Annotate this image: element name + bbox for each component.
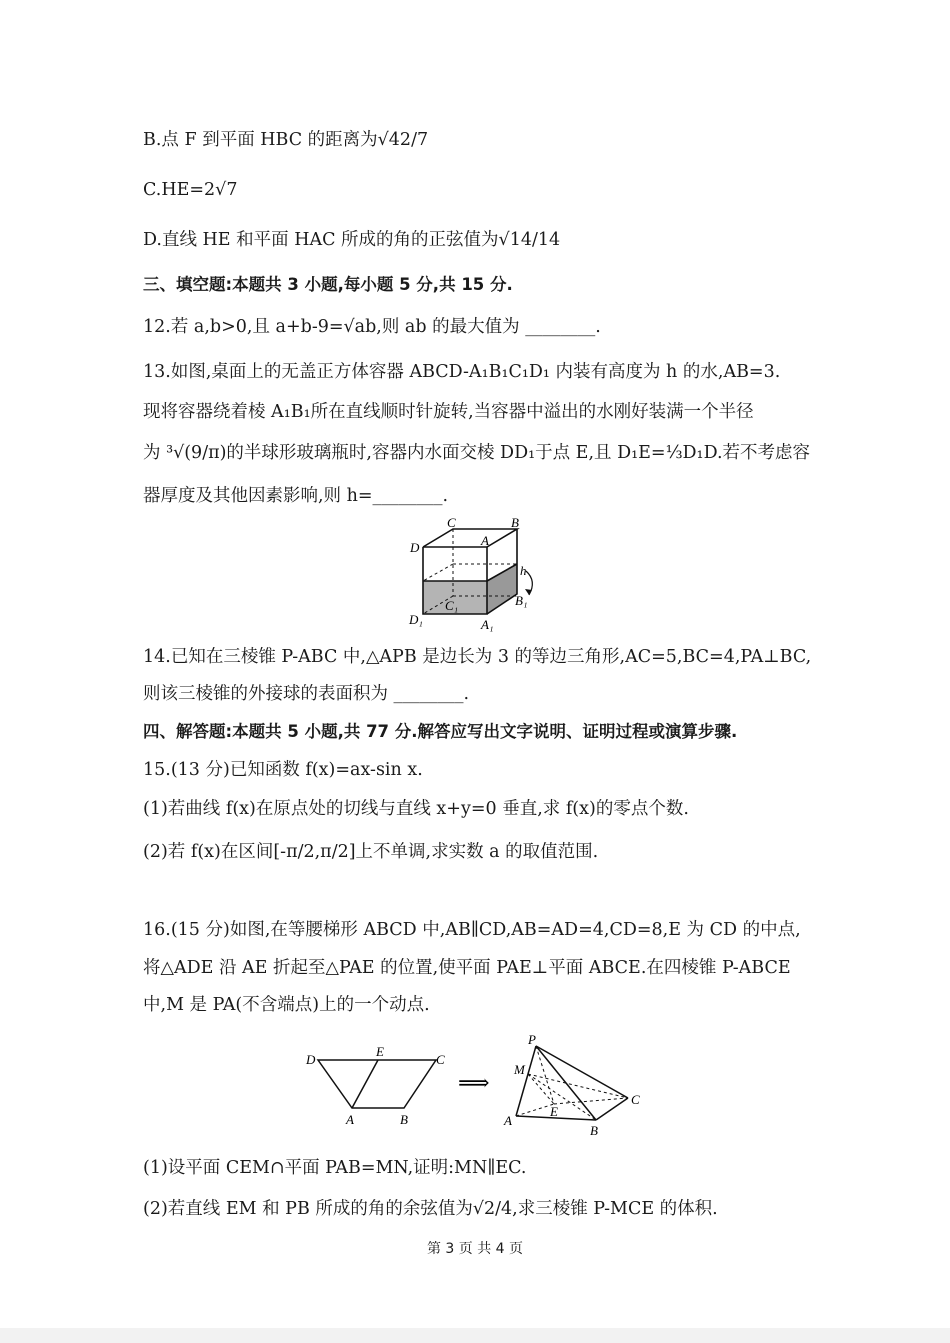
edge-bc <box>596 1098 628 1120</box>
question-16-line-2: 将△ADE 沿 AE 折起至△PAE 的位置,使平面 PAE⊥平面 ABCE.在四棱锥 P-ABCE <box>143 958 791 978</box>
option-b: B.点 F 到平面 HBC 的距离为√42/7 <box>143 130 429 150</box>
label-c1: C₁ <box>445 598 459 613</box>
question-13-line-3: 为 ³√(9/π)的半球形玻璃瓶时,容器内水面交棱 DD₁于点 E,且 D₁E=⅓D₁D.若不考虑容 <box>143 443 811 463</box>
cube-top-edges <box>423 529 517 547</box>
water-right-face <box>487 564 517 614</box>
label-d1: D₁ <box>409 612 423 627</box>
label-a2: A <box>504 1113 512 1128</box>
question-15-part-2: (2)若 f(x)在区间[-π/2,π/2]上不单调,求实数 a 的取值范围. <box>143 842 599 862</box>
label-d: D <box>410 540 420 555</box>
segment-ae <box>352 1060 378 1108</box>
option-c: C.HE=2√7 <box>143 180 238 200</box>
edge-pa <box>516 1046 536 1116</box>
section-4-heading: 四、解答题:本题共 5 小题,共 77 分.解答应写出文字说明、证明过程或演算步骤. <box>143 722 738 741</box>
label-p: P <box>528 1032 536 1047</box>
option-d: D.直线 HE 和平面 HAC 所成的角的正弦值为√14/14 <box>143 230 561 250</box>
label-c: C <box>436 1052 445 1067</box>
label-m: M <box>514 1062 525 1077</box>
hidden-water-line-left <box>423 564 453 581</box>
label-c2: C <box>631 1092 640 1107</box>
question-16-part-2: (2)若直线 EM 和 PB 所成的角的余弦值为√2/4,求三棱锥 P-MCE 的体积. <box>143 1199 718 1219</box>
question-16-part-1: (1)设平面 CEM∩平面 PAB=MN,证明:MN∥EC. <box>143 1158 527 1178</box>
question-14-line-1: 14.已知在三棱锥 P-ABC 中,△APB 是边长为 3 的等边三角形,AC=5,BC=4,PA⊥BC, <box>143 647 812 667</box>
question-13-line-4: 器厚度及其他因素影响,则 h=________. <box>143 486 449 506</box>
label-a: A <box>481 533 489 548</box>
page-footer: 第 3 页 共 4 页 <box>426 1241 524 1257</box>
trapezoid-folding-figure <box>300 1030 660 1140</box>
label-a1: A₁ <box>481 617 494 632</box>
question-15-part-1: (1)若曲线 f(x)在原点处的切线与直线 x+y=0 垂直,求 f(x)的零点个数. <box>143 799 689 819</box>
cube-container-figure <box>395 515 555 635</box>
question-15: 15.(13 分)已知函数 f(x)=ax-sin x. <box>143 760 423 780</box>
question-12: 12.若 a,b>0,且 a+b-9=√ab,则 ab 的最大值为 ________. <box>143 317 601 337</box>
question-13-line-2: 现将容器绕着棱 A₁B₁所在直线顺时针旋转,当容器中溢出的水刚好装满一个半径 <box>143 402 754 422</box>
label-c: C <box>447 515 456 530</box>
question-13-line-1: 13.如图,桌面上的无盖正方体容器 ABCD-A₁B₁C₁D₁ 内装有高度为 h 的水,AB=3. <box>143 362 781 382</box>
label-e2: E <box>550 1104 558 1119</box>
label-d: D <box>306 1052 316 1067</box>
question-16-line-1: 16.(15 分)如图,在等腰梯形 ABCD 中,AB∥CD,AB=AD=4,CD=8,E 为 CD 的中点, <box>143 920 801 940</box>
segment-mc <box>528 1074 628 1098</box>
bottom-band <box>0 1328 950 1343</box>
edge-pb <box>536 1046 596 1120</box>
label-b: B <box>400 1112 408 1127</box>
edge-ae <box>516 1104 554 1116</box>
label-a: A <box>346 1112 354 1127</box>
label-e: E <box>376 1044 384 1059</box>
question-14-line-2: 则该三棱锥的外接球的表面积为 ________. <box>143 684 470 704</box>
question-16-line-3: 中,M 是 PA(不含端点)上的一个动点. <box>143 995 430 1015</box>
label-h: h <box>520 563 527 578</box>
label-b2: B <box>590 1123 598 1138</box>
trapezoid-abcd <box>318 1060 436 1108</box>
label-b1: B₁ <box>515 593 528 608</box>
section-3-heading: 三、填空题:本题共 3 小题,每小题 5 分,共 15 分. <box>143 275 513 294</box>
segment-mb <box>528 1074 596 1120</box>
label-b: B <box>511 515 519 530</box>
fold-arrow: ⟹ <box>458 1070 490 1095</box>
edge-pc <box>536 1046 628 1098</box>
